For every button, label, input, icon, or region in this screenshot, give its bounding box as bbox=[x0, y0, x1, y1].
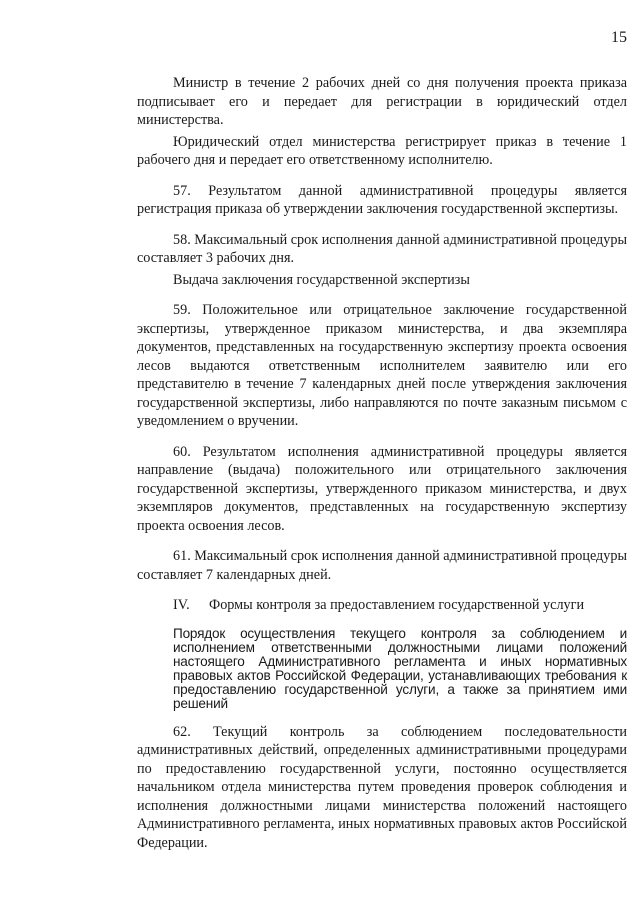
paragraph-minister-signs: Министр в течение 2 рабочих дней со дня получения проекта приказа подписывает его и передает для регистрации в юридический отдел министерства. bbox=[137, 75, 627, 128]
document-body bbox=[137, 74, 627, 852]
paragraph-legal-department: Юридический отдел министерства регистрирует приказ в течение 1 рабочего дня и передает его ответственному исполнителю. bbox=[137, 133, 627, 168]
paragraph-60: 60. Результатом исполнения административной процедуры является направление (выдача) положительного или отрицательного заключения государственной экспертизы, утвержденного приказом министерства, и двух экземпляров документов, представленных на государственную экспертизу проекта освоения лесов. bbox=[137, 443, 627, 534]
section-heading bbox=[137, 596, 627, 615]
paragraph-57: 57. Результатом данной административной процедуры является регистрация приказа об утверждении заключения государственной экспертизы. bbox=[137, 182, 627, 217]
paragraph-58: 58. Максимальный срок исполнения данной административной процедуры составляет 3 рабочих дня. bbox=[137, 231, 627, 266]
paragraph-62: 62. Текущий контроль за соблюдением последовательности административных действий, определенных административными процедурами по предоставлению государственной услуги, постоянно осуществляется начальником отдела министерства путем проведения проверок соблюдения и исполнения должностными лицами министерства положений настоящего Административного регламента, иных нормативных правовых актов Российской Федерации. bbox=[137, 723, 627, 851]
paragraph-59: 59. Положительное или отрицательное заключение государственной экспертизы, утвержденное приказом министерства, и два экземпляра документов, представленных на государственную экспертизу проекта освоения лесов выдаются ответственным исполнителем заявителю или его представителю в течение 7 календарных дней после утверждения заключения государственной экспертизы, либо направляются по почте заказным письмом с уведомлением о вручении. bbox=[137, 302, 627, 429]
page-number: 15 bbox=[611, 29, 627, 46]
subheading-current-control: Порядок осуществления текущего контроля за соблюдением и исполнением ответственными должностными лицами положений настоящего Административного регламента и иных нормативных правовых актов Российской Федерации, устанавливающих требования к предоставлению государственной услуги, а также за принятием ими решений bbox=[173, 625, 627, 711]
subheading-issue-conclusion: Выдача заключения государственной экспертизы bbox=[173, 271, 470, 288]
paragraph-61: 61. Максимальный срок исполнения данной административной процедуры составляет 7 календарных дней. bbox=[137, 548, 627, 583]
section-title: Формы контроля за предоставлением государственной услуги bbox=[209, 597, 585, 613]
section-number: IV. bbox=[173, 597, 190, 613]
